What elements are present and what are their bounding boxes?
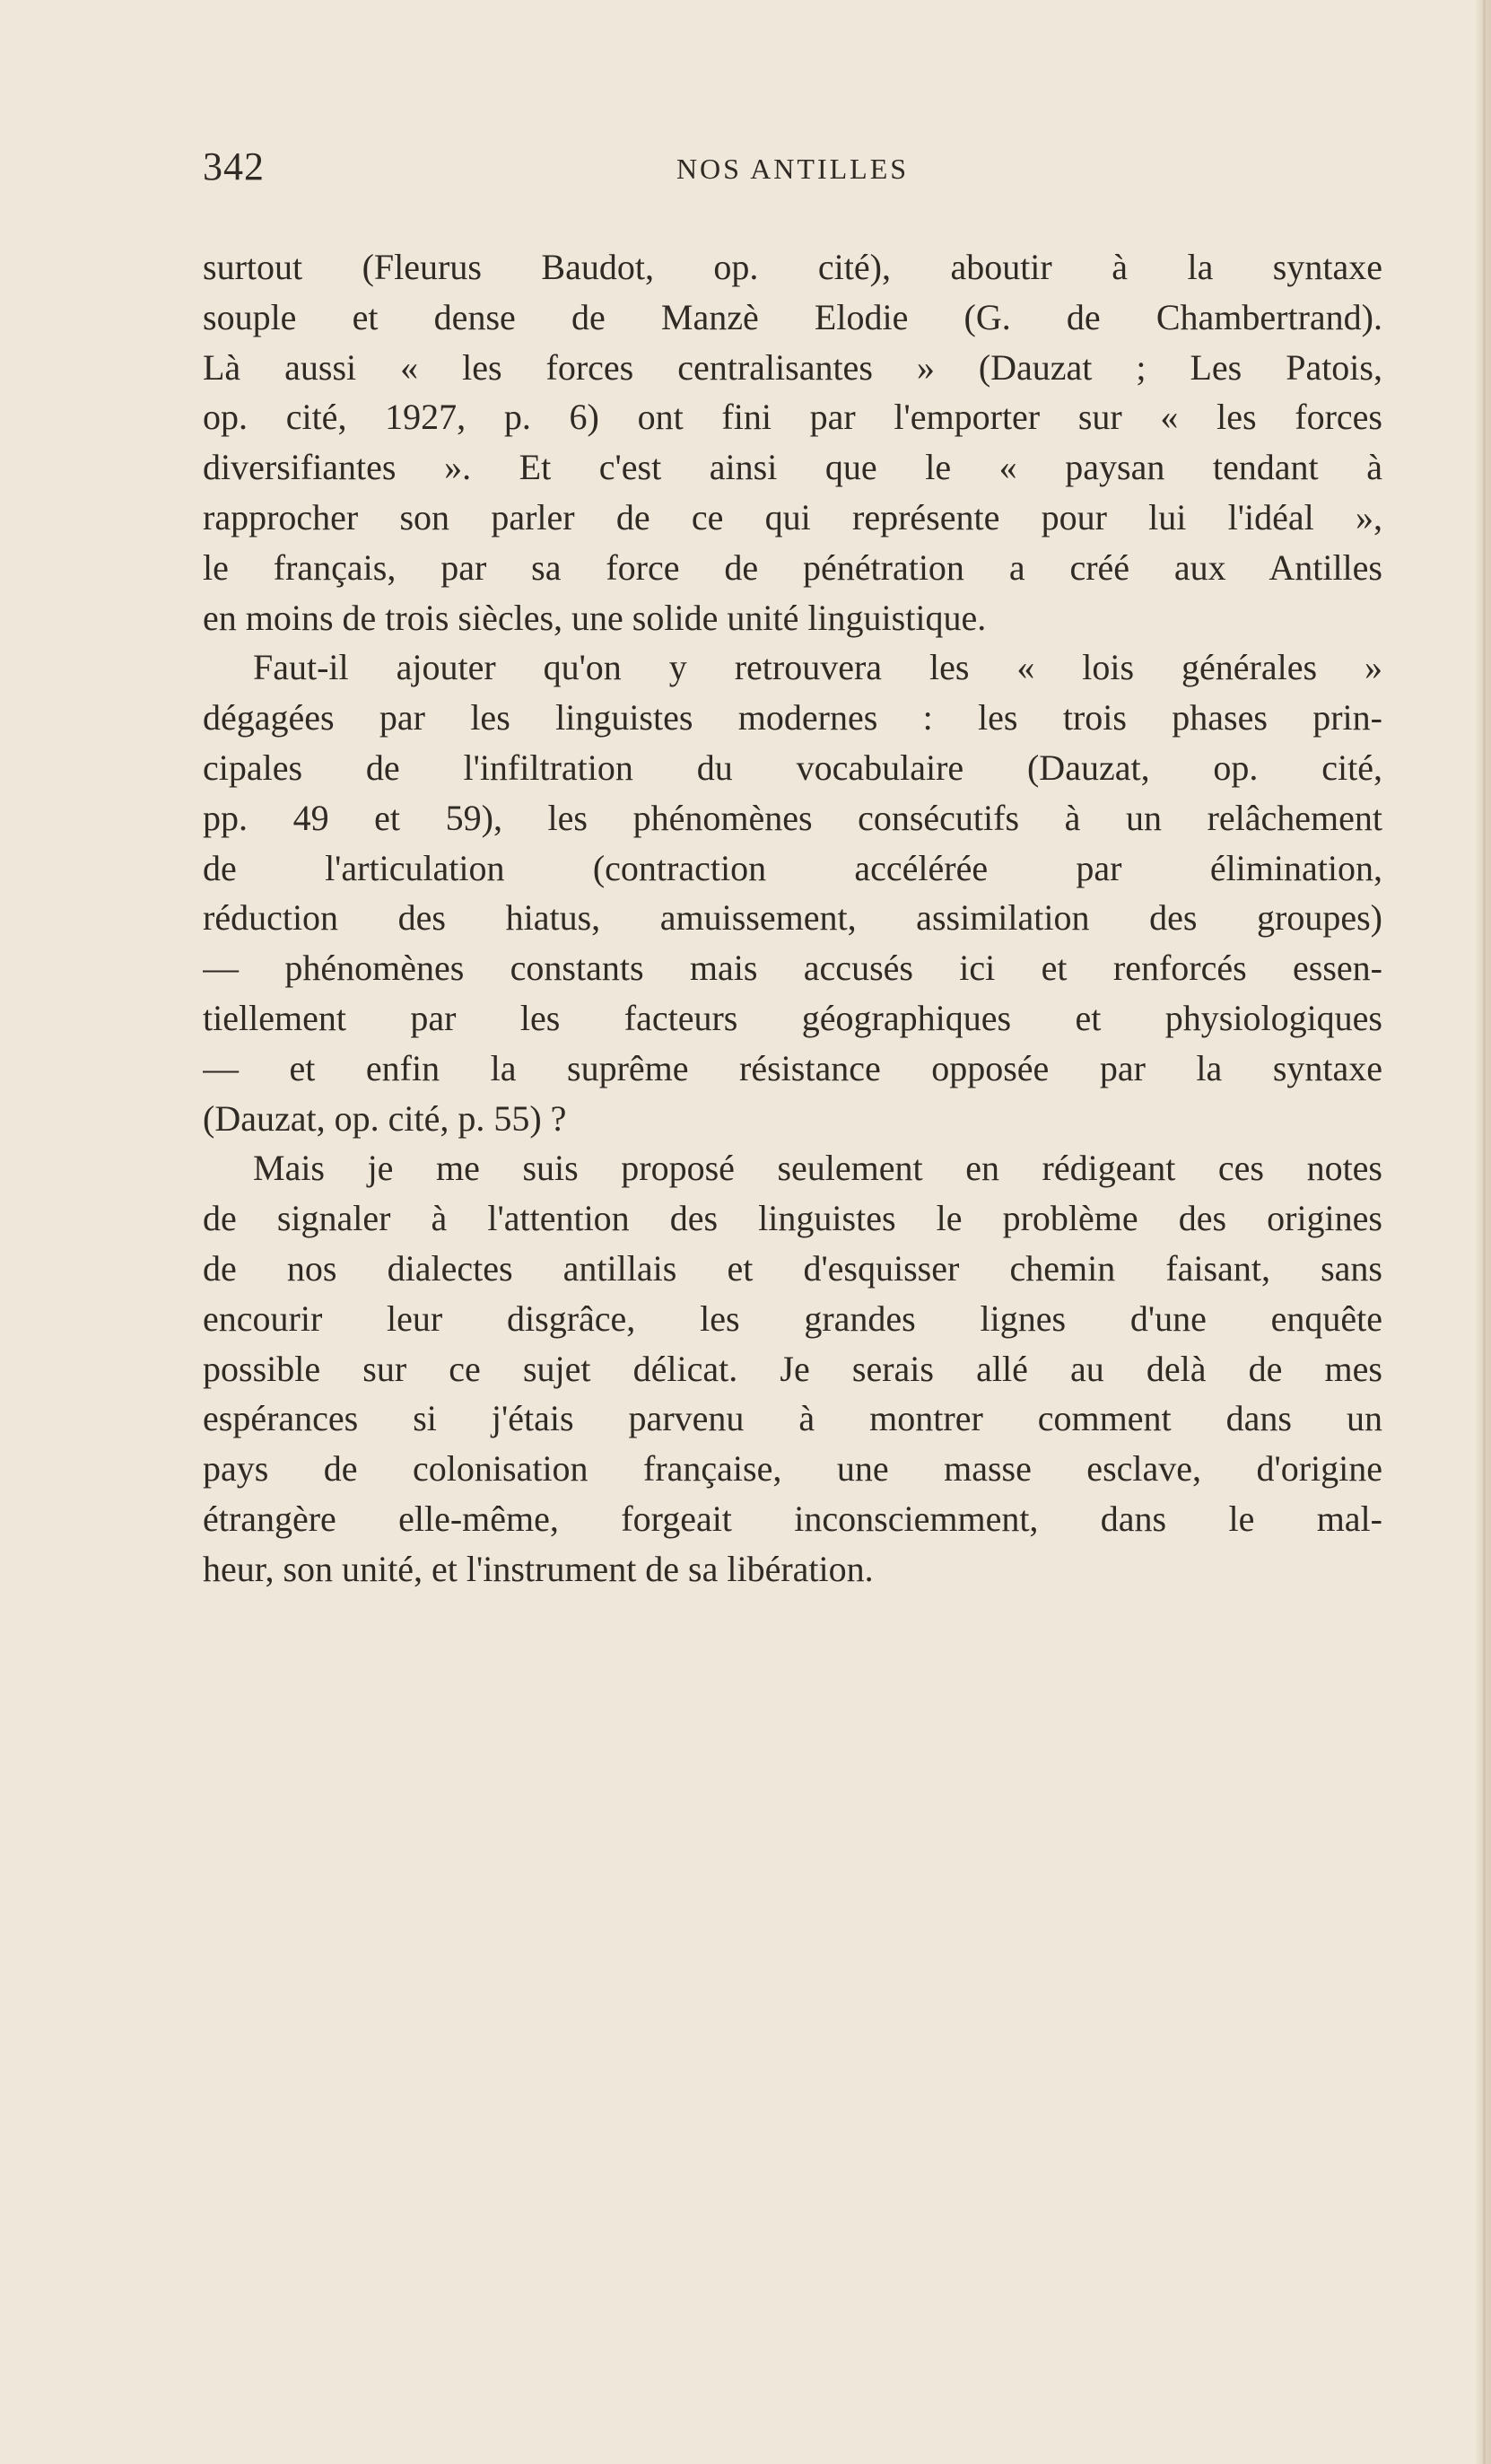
running-title: NOS ANTILLES — [676, 153, 910, 185]
text-line: — phénomènes constants mais accusés ici et renforcés essen- — [203, 948, 1382, 989]
page-edge-line — [1483, 0, 1486, 2464]
text-line: cipales de l'infiltration du vocabulaire (Dauzat, op. cité, — [203, 747, 1382, 788]
text-line: possible sur ce sujet délicat. Je serais allé au delà de mes — [203, 1348, 1382, 1389]
page-number: 342 — [203, 144, 265, 188]
text-line: espérances si j'étais parvenu à montrer comment dans un — [203, 1398, 1382, 1439]
page-header — [203, 144, 1382, 197]
text-line: tiellement par les facteurs géographiques et physiologiques — [203, 997, 1382, 1038]
body-text — [203, 242, 1382, 1595]
text-line: de signaler à l'attention des linguistes le problème des origines — [203, 1198, 1382, 1239]
text-line: pays de colonisation française, une masse esclave, d'origine — [203, 1448, 1382, 1490]
text-line: — et enfin la suprême résistance opposée par la syntaxe — [203, 1047, 1382, 1088]
text-line: rapprocher son parler de ce qui représente pour lui l'idéal », — [203, 496, 1382, 537]
text-line: réduction des hiatus, amuissement, assimilation des groupes) — [203, 897, 1382, 939]
text-line: heur, son unité, et l'instrument de sa libération. — [203, 1548, 874, 1589]
text-line: de l'articulation (contraction accélérée par élimination, — [203, 847, 1382, 888]
text-line: le français, par sa force de pénétration a créé aux Antilles — [203, 546, 1382, 588]
text-line: Faut-il ajouter qu'on y retrouvera les « lois générales » — [253, 647, 1382, 688]
text-line: souple et dense de Manzè Elodie (G. de Chambertrand). — [203, 296, 1382, 337]
text-line: encourir leur disgrâce, les grandes lignes d'une enquête — [203, 1298, 1382, 1339]
text-line: Là aussi « les forces centralisantes » (Dauzat ; Les Patois, — [203, 346, 1382, 388]
text-line: op. cité, 1927, p. 6) ont fini par l'emporter sur « les forces — [203, 397, 1382, 438]
text-line: étrangère elle-même, forgeait inconsciemment, dans le mal- — [203, 1498, 1382, 1539]
text-line: dégagées par les linguistes modernes : les trois phases prin- — [203, 697, 1382, 738]
text-line: en moins de trois siècles, une solide unité linguistique. — [203, 597, 987, 638]
text-line: diversifiantes ». Et c'est ainsi que le « paysan tendant à — [203, 447, 1382, 488]
text-line: (Dauzat, op. cité, p. 55) ? — [203, 1097, 567, 1139]
text-line: de nos dialectes antillais et d'esquisser chemin faisant, sans — [203, 1247, 1382, 1289]
text-line: surtout (Fleurus Baudot, op. cité), aboutir à la syntaxe — [203, 247, 1382, 287]
text-line: Mais je me suis proposé seulement en rédigeant ces notes — [253, 1148, 1382, 1189]
text-line: pp. 49 et 59), les phénomènes consécutifs à un relâchement — [203, 797, 1382, 838]
